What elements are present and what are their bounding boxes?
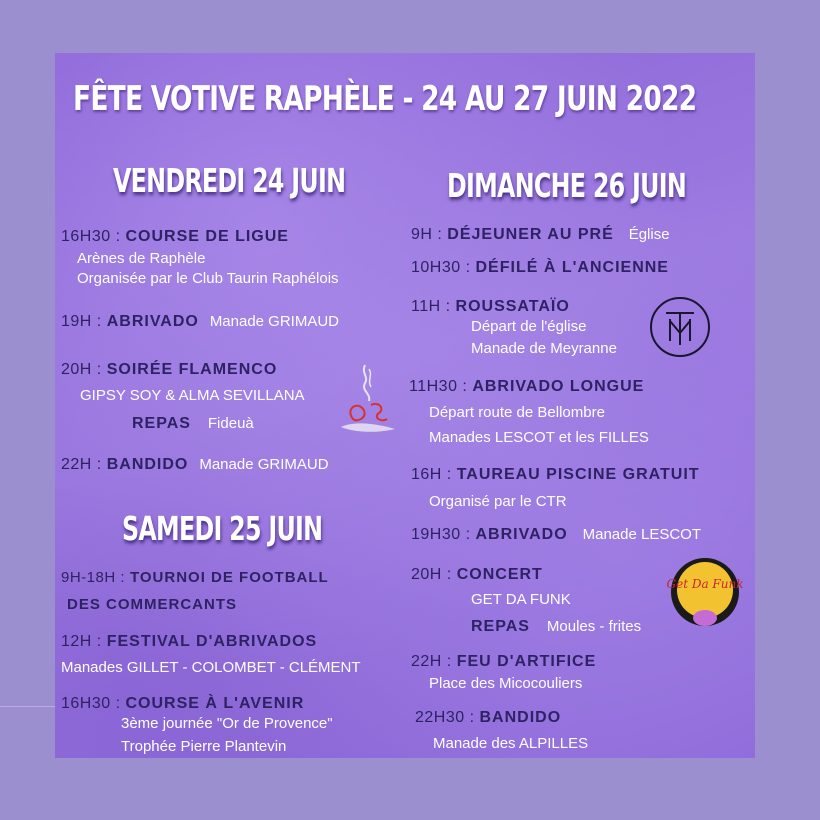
event-title: REPAS [471, 618, 530, 635]
event-time: 10H30 : [411, 259, 471, 276]
event-sunday-concert [411, 566, 543, 584]
event-title: FESTIVAL D'ABRIVADOS [106, 633, 318, 650]
event-title: COURSE DE LIGUE [125, 228, 289, 245]
event-detail: Départ route de Bellombre [429, 404, 605, 421]
event-title: BANDIDO [106, 456, 189, 473]
event-sunday-dejeuner [411, 226, 670, 244]
event-time: 16H : [411, 466, 452, 483]
event-title: ABRIVADO [106, 313, 199, 330]
event-saturday-tournoi [61, 569, 329, 587]
get-da-funk-logo-icon [667, 556, 743, 634]
event-friday-repas [132, 415, 254, 433]
event-detail: Manade de Meyranne [471, 340, 617, 357]
poster [55, 53, 755, 758]
event-time: 19H30 : [411, 526, 471, 543]
event-note: Église [628, 226, 670, 243]
event-title: ABRIVADO [475, 526, 568, 543]
event-friday-abrivado [61, 313, 339, 331]
event-detail: Manades LESCOT et les FILLES [429, 429, 649, 446]
event-detail: GET DA FUNK [471, 591, 571, 608]
event-sunday-abrivado [411, 526, 701, 544]
event-note: Manade LESCOT [582, 526, 701, 543]
event-friday-course-ligue [61, 228, 289, 246]
event-time: 16H30 : [61, 228, 121, 245]
event-time: 22H : [61, 456, 102, 473]
event-saturday-commercants [67, 596, 237, 614]
poster-title: FÊTE VOTIVE RAPHÈLE - 24 AU 27 JUIN 2022 [73, 79, 697, 119]
event-title: BANDIDO [479, 709, 562, 726]
event-title: CONCERT [456, 566, 543, 583]
event-saturday-festival [61, 633, 317, 651]
event-title: DES COMMERCANTS [67, 596, 238, 613]
event-sunday-repas [471, 618, 641, 636]
event-sunday-taureau [411, 466, 700, 484]
event-title: DÉJEUNER AU PRÉ [447, 226, 614, 243]
event-time: 20H : [61, 361, 102, 378]
event-title: REPAS [132, 415, 191, 432]
event-detail: Organisée par le Club Taurin Raphélois [77, 270, 339, 287]
event-detail: Manade des ALPILLES [433, 735, 589, 752]
day-heading-saturday: SAMEDI 25 JUIN [122, 509, 323, 548]
event-friday-bandido [61, 456, 329, 474]
event-detail: Arènes de Raphèle [77, 250, 206, 267]
flamenco-logo-icon [335, 361, 399, 437]
event-time: 9H-18H : [61, 569, 126, 586]
event-note: Moules - frites [546, 618, 642, 635]
event-saturday-course-avenir [61, 695, 304, 713]
event-time: 11H30 : [409, 378, 468, 395]
event-detail: Départ de l'église [471, 318, 587, 335]
gdf-logo-text: Get Da Funk [667, 577, 743, 591]
event-friday-flamenco [61, 361, 277, 379]
event-time: 19H : [61, 313, 102, 330]
manade-brand-logo-icon [650, 297, 710, 357]
event-detail: Trophée Pierre Plantevin [121, 738, 287, 755]
edge-line [0, 706, 55, 707]
day-heading-friday: VENDREDI 24 JUIN [113, 161, 346, 200]
event-detail: 3ème journée "Or de Provence" [121, 715, 333, 732]
event-title: COURSE À L'AVENIR [125, 695, 305, 712]
event-note: Fideuà [207, 415, 254, 432]
event-title: DÉFILÉ À L'ANCIENNE [475, 259, 669, 276]
day-heading-sunday: DIMANCHE 26 JUIN [447, 166, 686, 205]
event-sunday-roussataio [411, 298, 570, 316]
event-time: 16H30 : [61, 695, 121, 712]
event-time: 12H : [61, 633, 102, 650]
event-detail: Manades GILLET - COLOMBET - CLÉMENT [61, 659, 361, 676]
event-sunday-bandido [415, 709, 561, 727]
event-time: 9H : [411, 226, 443, 243]
event-detail: Organisé par le CTR [429, 493, 567, 510]
event-title: SOIRÉE FLAMENCO [106, 361, 278, 378]
event-title: TOURNOI DE FOOTBALL [129, 569, 329, 586]
event-title: TAUREAU PISCINE GRATUIT [456, 466, 700, 483]
event-note: Manade GRIMAUD [209, 313, 340, 330]
event-sunday-feu [411, 653, 596, 671]
event-time: 20H : [411, 566, 452, 583]
event-sunday-abrivado-longue [409, 378, 644, 396]
event-detail: Place des Micocouliers [429, 675, 583, 692]
event-time: 22H30 : [415, 709, 475, 726]
event-title: ROUSSATAÏO [455, 298, 570, 315]
event-note: Manade GRIMAUD [199, 456, 329, 473]
event-sunday-defile [411, 259, 669, 277]
event-title: ABRIVADO LONGUE [472, 378, 645, 395]
event-title: FEU D'ARTIFICE [456, 653, 597, 670]
event-detail: GIPSY SOY & ALMA SEVILLANA [80, 387, 305, 404]
event-time: 22H : [411, 653, 452, 670]
event-time: 11H : [411, 298, 451, 315]
